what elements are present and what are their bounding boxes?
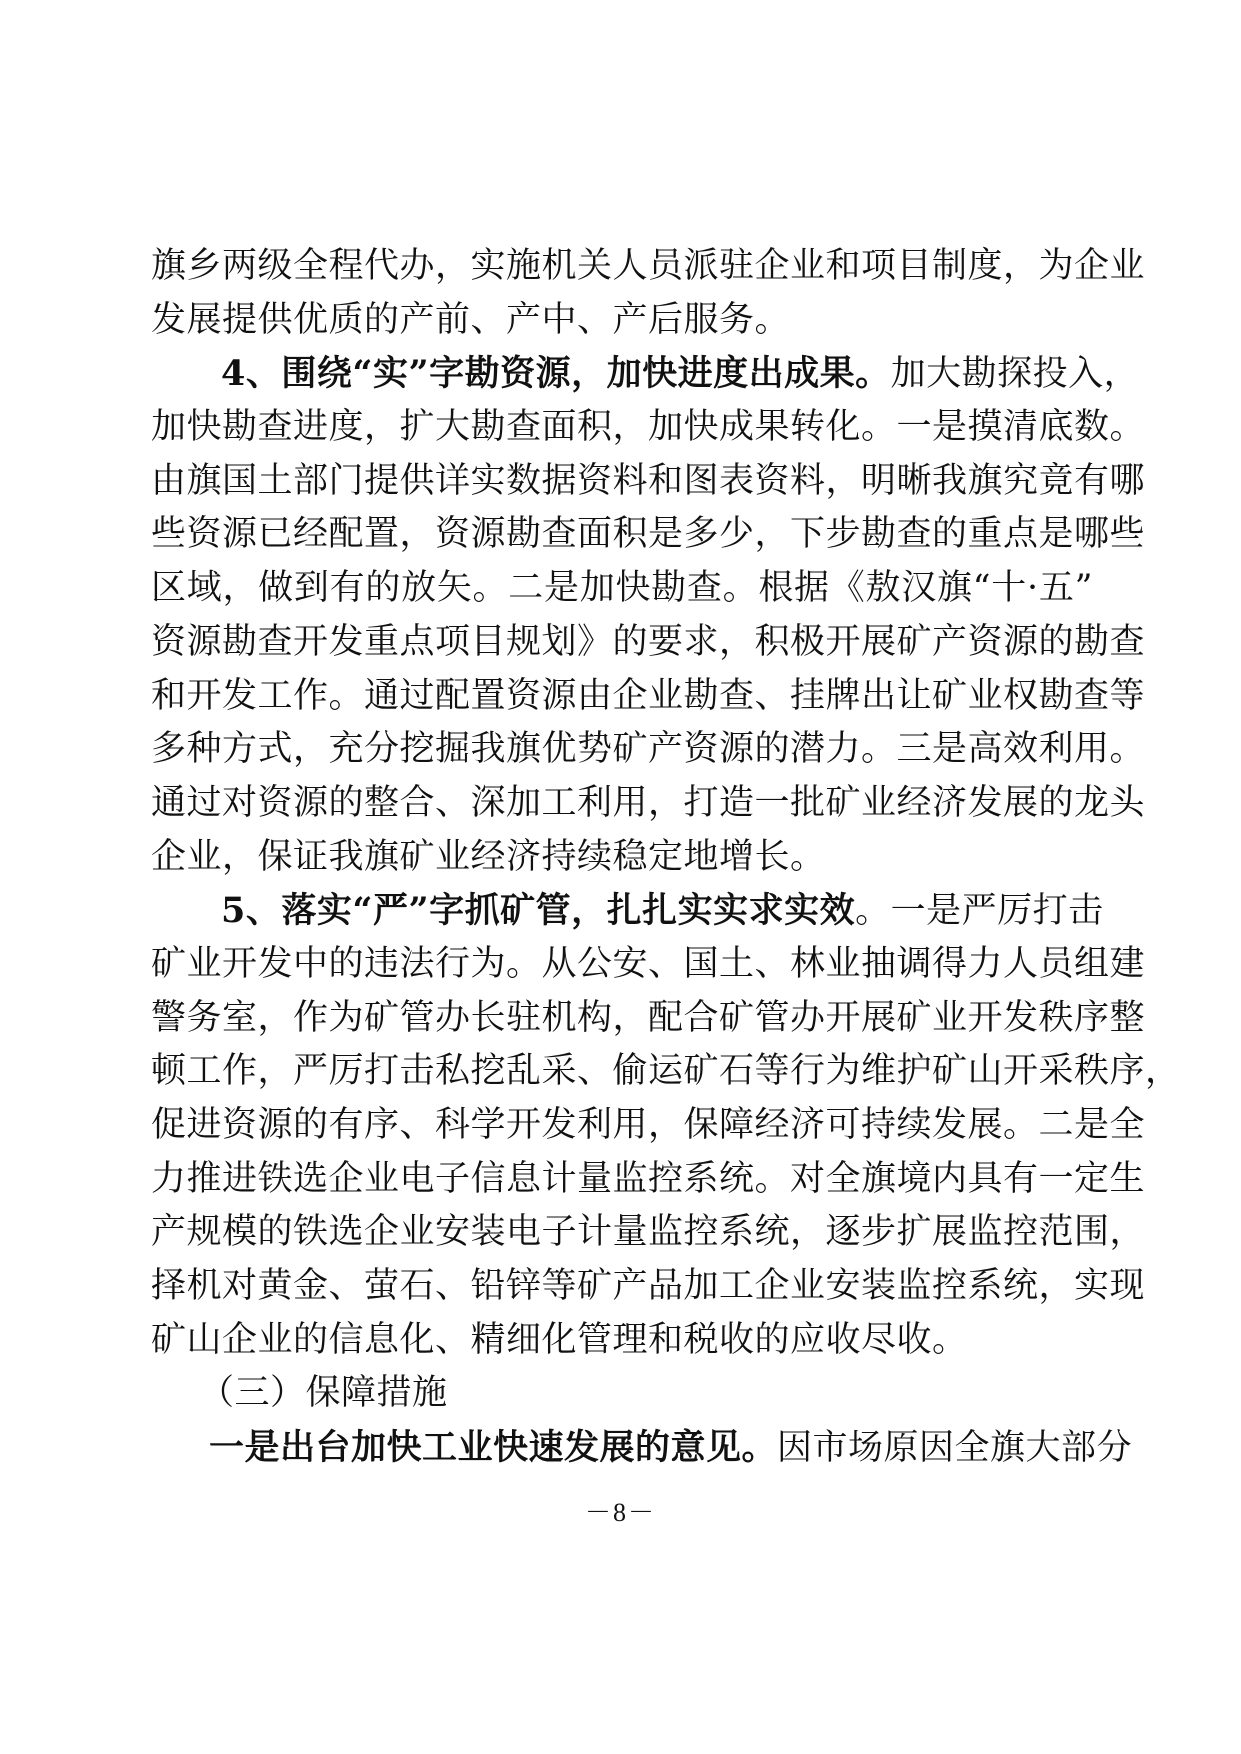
- line-text: 力推进铁选企业电子信息计量监控系统。对全旗境内具有一定生: [151, 1158, 1146, 1199]
- body-line-19: [151, 1206, 1146, 1260]
- line-text: 多种方式，充分挖掘我旗优势矿产资源的潜力。三是高效利用。: [151, 729, 1146, 770]
- section-heading-4: [151, 347, 1140, 401]
- document-body: [151, 240, 1181, 1475]
- line-text: 企业，保证我旗矿业经济持续稳定地增长。: [151, 836, 826, 877]
- line-text: 区域，做到有的放矢。二是加快勘查。根据《敖汉旗“十·五”: [151, 568, 1093, 609]
- line-text: 促进资源的有序、科学开发利用，保障经济可持续发展。二是全: [151, 1105, 1146, 1145]
- body-line-9: [151, 670, 1146, 724]
- page-number: －8－: [584, 1498, 656, 1527]
- lead-heading-bold: 一是出台加快工业快速发展的意见。: [209, 1427, 778, 1469]
- body-line-14: [151, 938, 1146, 992]
- body-line-2: [151, 294, 1093, 348]
- line-text: 择机对黄金、萤石、铅锌等矿产品加工企业安装监控系统，实现: [151, 1266, 1146, 1307]
- line-text: 旗乡两级全程代办，实施机关人员派驻企业和项目制度，为企业: [151, 246, 1146, 286]
- body-line-7: [151, 562, 1093, 616]
- line-text: 发展提供优质的产前、产中、产后服务。: [151, 299, 791, 340]
- line-text: 由旗国土部门提供详实数据资料和图表资料，明晰我旗究竟有哪: [151, 460, 1146, 501]
- body-line-18: [151, 1153, 1146, 1207]
- body-line-15: [151, 992, 1146, 1046]
- body-line-20: [151, 1260, 1146, 1314]
- section-heading-5: [151, 884, 1104, 938]
- body-line-5: [151, 455, 1146, 509]
- body-line-21: [151, 1314, 1093, 1368]
- section-heading-bold: 4、围绕“实”字勘资源，加快进度出成果。: [221, 353, 891, 395]
- line-text: （三）保障措施: [199, 1373, 448, 1414]
- line-text: 。一是严厉打击: [855, 891, 1104, 932]
- line-text: 和开发工作。通过配置资源由企业勘查、挂牌出让矿业权勘查等: [151, 675, 1146, 716]
- body-line-4: [151, 401, 1146, 455]
- body-line-10: [151, 723, 1146, 777]
- body-line-6: [151, 508, 1146, 562]
- body-line-17: [151, 1099, 1146, 1153]
- line-text: 因市场原因全旗大部分: [777, 1428, 1133, 1469]
- line-text: 加大勘探投入，: [890, 354, 1140, 395]
- line-text: 警务室，作为矿管办长驻机构，配合矿管办开展矿业开发秩序整: [151, 997, 1146, 1038]
- body-line-8: [151, 616, 1146, 670]
- line-text: 矿山企业的信息化、精细化管理和税收的应收尽收。: [151, 1319, 968, 1360]
- line-text: 资源勘查开发重点项目规划》的要求，积极开展矿产资源的勘查: [151, 621, 1146, 662]
- lead-paragraph-line: [151, 1421, 1133, 1475]
- body-line-1: [151, 240, 1146, 294]
- body-line-11: [151, 777, 1146, 831]
- line-text: 顿工作，严厉打击私挖乱采、偷运矿石等行为维护矿山开采秩序，: [151, 1051, 1181, 1092]
- line-text: 通过对资源的整合、深加工利用，打造一批矿业经济发展的龙头: [151, 782, 1146, 823]
- line-text: 产规模的铁选企业安装电子计量监控系统，逐步扩展监控范围，: [151, 1212, 1146, 1253]
- body-line-16: [151, 1045, 1181, 1099]
- line-text: 加快勘查进度，扩大勘查面积，加快成果转化。一是摸清底数。: [151, 407, 1146, 448]
- subsection-heading: [151, 1367, 1093, 1421]
- section-heading-bold: 5、落实“严”字抓矿管，扎扎实实求实效: [221, 890, 856, 932]
- line-text: 些资源已经配置，资源勘查面积是多少，下步勘查的重点是哪些: [151, 514, 1146, 555]
- line-text: 矿业开发中的违法行为。从公安、国土、林业抽调得力人员组建: [151, 943, 1146, 984]
- body-line-12: [151, 831, 1093, 885]
